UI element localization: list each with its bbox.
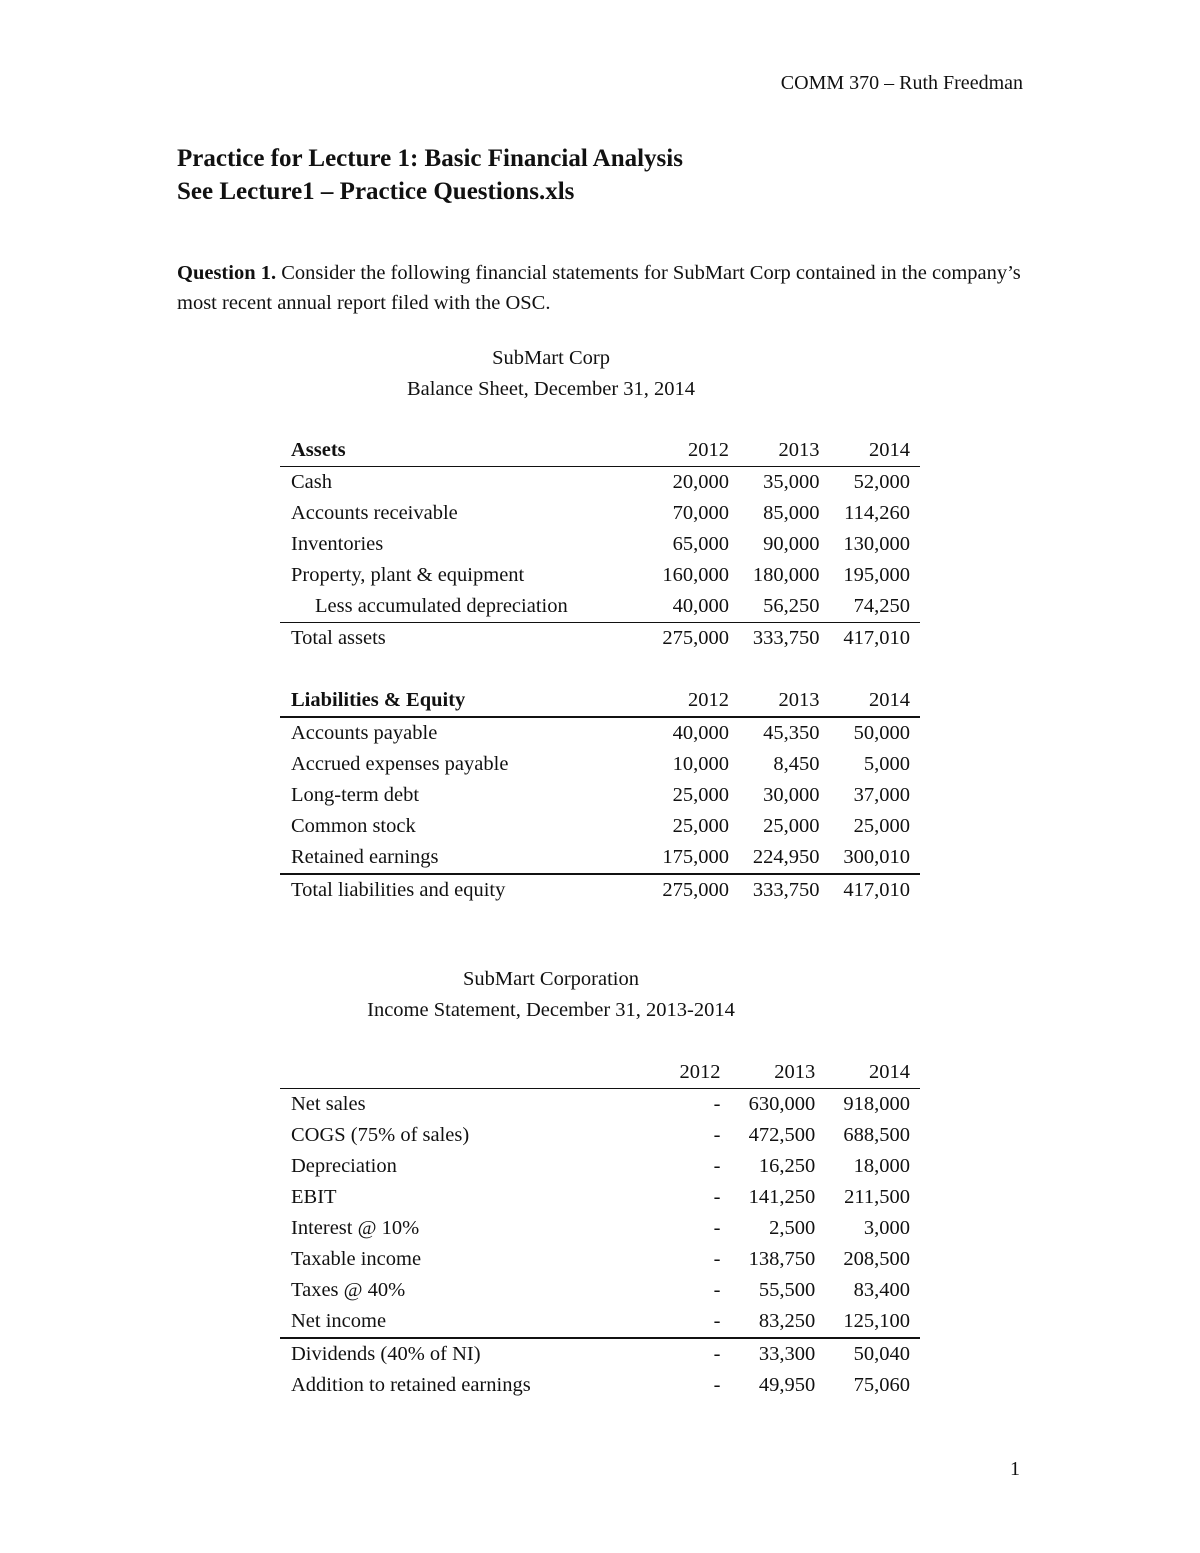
cell-value: 208,500 xyxy=(843,1248,910,1270)
question-text: Consider the following financial statements for SubMart Corp contained in the company’s most recent annual report filed with the OSC. xyxy=(177,262,1021,314)
cell-value: 25,000 xyxy=(672,784,730,806)
income-row xyxy=(280,1120,920,1151)
income-row xyxy=(280,1089,920,1121)
cell-value: 2014 xyxy=(820,435,920,467)
cell-value: 2013 xyxy=(729,685,819,717)
cell-value: - xyxy=(713,1217,721,1239)
income-row xyxy=(280,1275,920,1306)
cell-value: 10,000 xyxy=(672,753,730,775)
cell-value: 125,100 xyxy=(815,1306,920,1338)
liability-row xyxy=(280,717,920,749)
assets-header-row xyxy=(280,435,920,467)
cell-value: 300,010 xyxy=(820,842,920,874)
row-label: Total liabilities and equity xyxy=(291,879,506,901)
cell-value: 2,500 xyxy=(769,1217,816,1239)
cell-value: 20,000 xyxy=(672,471,730,493)
row-label: Net income xyxy=(280,1306,627,1338)
cell-value: 211,500 xyxy=(844,1186,910,1208)
row-label: Inventories xyxy=(291,533,384,555)
liability-row xyxy=(280,780,920,811)
row-label: EBIT xyxy=(291,1186,337,1208)
row-label: Taxes @ 40% xyxy=(291,1279,406,1301)
cell-value: 83,250 xyxy=(720,1306,815,1338)
cell-value: 2014 xyxy=(820,685,920,717)
income-header-row xyxy=(280,1057,920,1089)
cell-value: 33,300 xyxy=(758,1343,816,1365)
cell-value: 65,000 xyxy=(672,533,730,555)
asset-row xyxy=(280,591,920,623)
cell-value: 141,250 xyxy=(748,1186,816,1208)
income-row xyxy=(280,1213,920,1244)
cell-value: 275,000 xyxy=(662,627,730,649)
cell-value: - xyxy=(713,1186,721,1208)
cell-value: - xyxy=(713,1279,721,1301)
row-label xyxy=(280,1057,627,1089)
cell-value: - xyxy=(713,1155,721,1177)
cell-value: - xyxy=(713,1248,721,1270)
cell-value: - xyxy=(627,1306,721,1338)
row-label: Dividends (40% of NI) xyxy=(291,1343,481,1365)
cell-value: 918,000 xyxy=(843,1093,910,1115)
row-label: Less accumulated depreciation xyxy=(280,591,639,623)
cell-value: 224,950 xyxy=(729,842,819,874)
cell-value: 70,000 xyxy=(672,502,730,524)
cell-value: 74,250 xyxy=(820,591,920,623)
cell-value: 417,010 xyxy=(843,627,910,649)
row-label: Assets xyxy=(280,435,639,467)
title-line-2: See Lecture1 – Practice Questions.xls xyxy=(177,178,575,205)
question-1 xyxy=(177,258,1037,318)
cell-value: 130,000 xyxy=(843,533,910,555)
cell-value: 2012 xyxy=(639,685,729,717)
cell-value: 83,400 xyxy=(853,1279,910,1301)
cell-value: 75,060 xyxy=(853,1374,910,1396)
row-label: Accounts receivable xyxy=(291,502,458,524)
spacer-row xyxy=(280,654,920,685)
cell-value: 333,750 xyxy=(752,879,820,901)
cell-value: 195,000 xyxy=(843,564,910,586)
row-label: Retained earnings xyxy=(280,842,639,874)
cell-value: 50,000 xyxy=(853,722,910,744)
cell-value: 3,000 xyxy=(863,1217,910,1239)
balance-sheet-caption xyxy=(0,343,1102,405)
cell-value: - xyxy=(713,1093,721,1115)
row-label: Accrued expenses payable xyxy=(291,753,509,775)
cell-value: 630,000 xyxy=(748,1093,816,1115)
cell-value: 40,000 xyxy=(672,722,730,744)
cell-value: 114,260 xyxy=(844,502,910,524)
cell-value: 8,450 xyxy=(773,753,820,775)
row-label: Total assets xyxy=(291,627,386,649)
cell-value: 40,000 xyxy=(639,591,729,623)
cell-value: 52,000 xyxy=(853,471,910,493)
liability-row xyxy=(280,749,920,780)
cell-value: 25,000 xyxy=(672,815,730,837)
cell-value: 2013 xyxy=(720,1057,815,1089)
balance-sheet-subtitle: Balance Sheet, December 31, 2014 xyxy=(406,378,696,400)
page-title xyxy=(177,142,683,208)
cell-value: 49,950 xyxy=(758,1374,816,1396)
cell-value: 2014 xyxy=(815,1057,920,1089)
cell-value: 5,000 xyxy=(863,753,910,775)
cell-value: 35,000 xyxy=(763,471,820,493)
cell-value: 25,000 xyxy=(763,815,820,837)
title-line-1: Practice for Lecture 1: Basic Financial Analysis xyxy=(177,145,683,172)
cell-value: 55,500 xyxy=(758,1279,816,1301)
cell-value: 472,500 xyxy=(748,1124,816,1146)
row-label: Net sales xyxy=(291,1093,366,1115)
row-label: Accounts payable xyxy=(291,722,438,744)
row-label: Addition to retained earnings xyxy=(291,1374,531,1396)
income-statement-subtitle: Income Statement, December 31, 2013-2014 xyxy=(367,999,735,1021)
income-row xyxy=(280,1306,920,1338)
row-label: Common stock xyxy=(291,815,416,837)
row-label: Cash xyxy=(291,471,332,493)
income-statement-table xyxy=(280,1057,920,1401)
cell-value: 25,000 xyxy=(853,815,910,837)
cell-value: 85,000 xyxy=(763,502,820,524)
cell-value: 16,250 xyxy=(758,1155,816,1177)
row-label: COGS (75% of sales) xyxy=(291,1124,470,1146)
spacer-cell xyxy=(280,654,920,685)
cell-value: 333,750 xyxy=(752,627,820,649)
income-statement-company: SubMart Corporation xyxy=(463,968,639,990)
cell-value: - xyxy=(713,1343,721,1365)
cell-value: 90,000 xyxy=(763,533,820,555)
cell-value: 417,010 xyxy=(843,879,910,901)
liabilities-header-row xyxy=(280,685,920,717)
cell-value: 18,000 xyxy=(853,1155,910,1177)
balance-sheet-table xyxy=(280,435,920,906)
question-label: Question 1. xyxy=(177,262,277,284)
cell-value: 2012 xyxy=(639,435,729,467)
course-header: COMM 370 – Ruth Freedman xyxy=(780,72,1023,94)
income-row xyxy=(280,1182,920,1213)
income-statement-caption xyxy=(0,964,1102,1026)
cell-value: - xyxy=(713,1374,721,1396)
row-label: Depreciation xyxy=(291,1155,397,1177)
row-label: Taxable income xyxy=(291,1248,422,1270)
cell-value: 2013 xyxy=(729,435,819,467)
cell-value: 30,000 xyxy=(763,784,820,806)
cell-value: 175,000 xyxy=(639,842,729,874)
page-number: 1 xyxy=(1010,1458,1020,1480)
cell-value: 138,750 xyxy=(748,1248,816,1270)
cell-value: 2012 xyxy=(627,1057,721,1089)
cell-value: 45,350 xyxy=(763,722,820,744)
income-row xyxy=(280,1244,920,1275)
row-label: Property, plant & equipment xyxy=(291,564,525,586)
balance-sheet-company: SubMart Corp xyxy=(492,347,610,369)
cell-value: 37,000 xyxy=(853,784,910,806)
asset-row xyxy=(280,529,920,560)
cell-value: 56,250 xyxy=(729,591,819,623)
total-liabilities-row xyxy=(280,874,920,906)
liability-row xyxy=(280,811,920,842)
liability-row xyxy=(280,842,920,874)
asset-row xyxy=(280,498,920,529)
asset-row xyxy=(280,560,920,591)
cell-value: 688,500 xyxy=(843,1124,910,1146)
cell-value: - xyxy=(713,1124,721,1146)
cell-value: 275,000 xyxy=(662,879,730,901)
row-label: Interest @ 10% xyxy=(291,1217,420,1239)
income-row xyxy=(280,1338,920,1370)
cell-value: 180,000 xyxy=(752,564,820,586)
cell-value: 50,040 xyxy=(853,1343,910,1365)
income-row xyxy=(280,1370,920,1401)
row-label: Liabilities & Equity xyxy=(280,685,639,717)
total-assets-row xyxy=(280,623,920,655)
asset-row xyxy=(280,467,920,499)
income-row xyxy=(280,1151,920,1182)
cell-value: 160,000 xyxy=(662,564,730,586)
row-label: Long-term debt xyxy=(291,784,420,806)
